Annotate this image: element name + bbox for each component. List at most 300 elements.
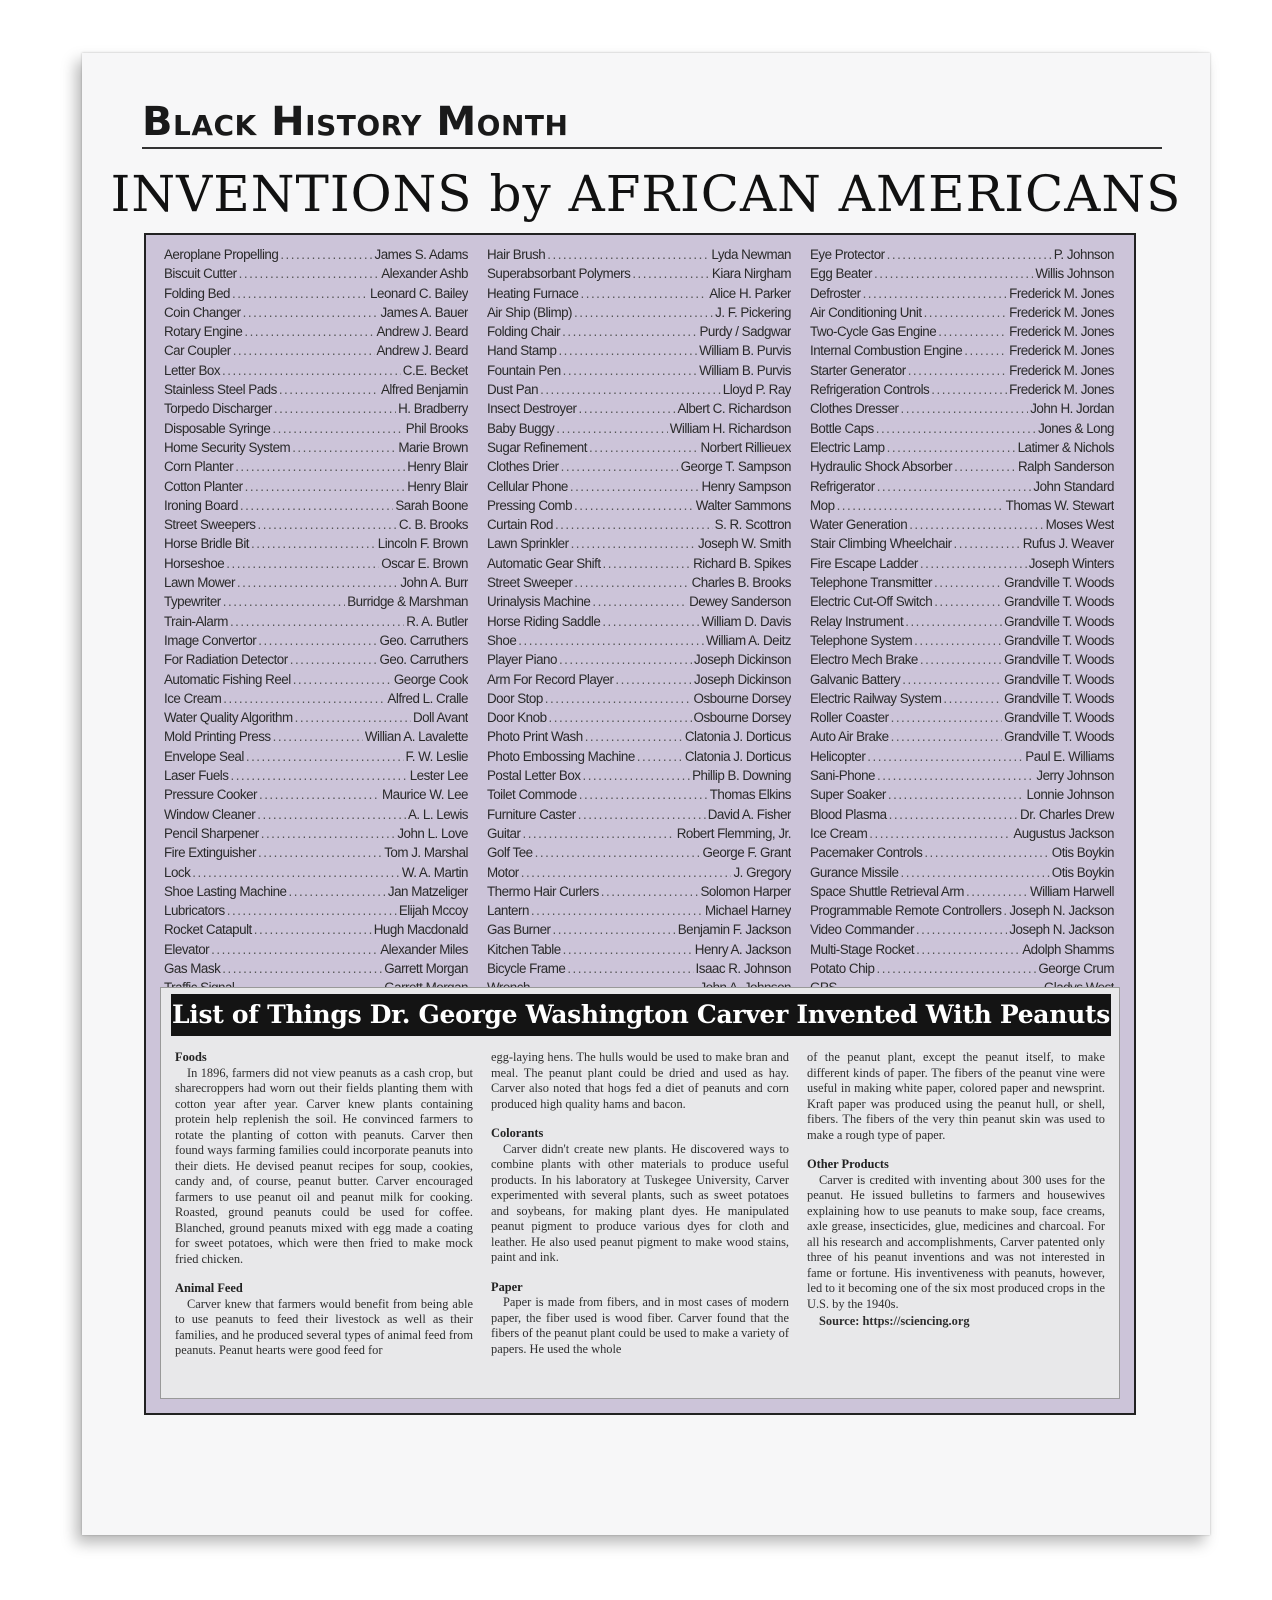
invention-name: Insect Destroyer (487, 401, 577, 417)
dot-leader (905, 612, 1002, 631)
invention-entry (810, 747, 1114, 766)
invention-entry (487, 631, 791, 650)
dot-leader (869, 824, 1011, 843)
invention-entry (487, 785, 791, 804)
invention-name: Lubricators (164, 903, 225, 919)
invention-entry (810, 631, 1114, 650)
dot-leader (592, 592, 687, 611)
dot-leader (914, 631, 1002, 650)
dot-leader (877, 477, 1032, 496)
inventor-name: Phillip B. Downing (692, 768, 791, 784)
invention-name: Starter Generator (810, 362, 906, 378)
invention-name: Blood Plasma (810, 806, 887, 822)
invention-name: Roller Coaster (810, 710, 889, 726)
dot-leader (237, 573, 398, 592)
invention-entry (810, 727, 1114, 746)
invention-entry (487, 438, 791, 457)
dot-leader (943, 689, 1002, 708)
invention-name: Water Quality Algorithm (164, 710, 293, 726)
invention-entry (487, 863, 791, 882)
invention-entry (810, 322, 1114, 341)
inventor-name: Joseph N. Jackson (1009, 922, 1114, 938)
foods-text: In 1896, farmers did not view peanuts as a cash crop, but sharecroppers had worn out their fields planting them with cotton year after year. Carver knew plants containing protein help replenish the soil. He convinced farmers to rotate the planting of cotton with peanuts. Carver then found ways farming families could incorporate peanuts into their diets. He devised peanut recipes for soup, cookies, candy and, of course, peanut butter. Carver encouraged farmers to use peanut oil and peanut milk for cooking. Roasted, ground peanuts could be used for coffee. Blanched, ground peanuts mixed with egg made a coating for sweet potatoes, which were then fried to make mock fried chicken. (175, 1065, 473, 1266)
dot-leader (615, 670, 692, 689)
invention-entry (487, 303, 791, 322)
inventor-name: P. Johnson (1053, 247, 1114, 262)
invention-entry (164, 747, 468, 766)
dot-leader (574, 303, 713, 322)
invention-entry (810, 670, 1114, 689)
inventor-name: William B. Purvis (699, 343, 791, 359)
invention-name: Kitchen Table (487, 941, 561, 957)
invention-name: Lawn Mower (164, 575, 235, 591)
invention-name: Super Soaker (810, 787, 886, 803)
inventor-name: A. L. Lewis (408, 806, 468, 822)
dot-leader (243, 303, 379, 322)
invention-entry (164, 322, 468, 341)
dot-leader (279, 380, 379, 399)
invention-name: Photo Embossing Machine (487, 748, 635, 764)
inventor-name: H. Bradberry (398, 401, 468, 417)
invention-entry (810, 380, 1114, 399)
invention-entry (487, 477, 791, 496)
dot-leader (559, 650, 692, 669)
dot-leader (920, 554, 1027, 573)
invention-name: Refrigerator (810, 478, 875, 494)
inventor-name: Clatonia J. Dorticus (684, 729, 791, 745)
invention-name: Air Conditioning Unit (810, 304, 922, 320)
invention-name: Clothes Drier (487, 459, 559, 475)
inventor-name: William D. Davis (701, 613, 791, 629)
dot-leader (877, 766, 1034, 785)
inventor-name: Charles B. Brooks (691, 575, 791, 591)
invention-entry (487, 245, 791, 264)
dot-leader (901, 399, 1029, 418)
dot-leader (273, 727, 363, 746)
invention-entry (487, 361, 791, 380)
invention-entry (487, 727, 791, 746)
invention-entry (487, 843, 791, 862)
dot-leader (562, 322, 697, 341)
invention-name: Fire Extinguisher (164, 845, 256, 861)
invention-entry (487, 264, 791, 283)
invention-name: Air Ship (Blimp) (487, 304, 573, 320)
dot-leader (259, 785, 380, 804)
inventor-name: Alfred L. Cralle (387, 690, 468, 706)
inventor-name: Lincoln F. Brown (377, 536, 468, 552)
invention-name: Torpedo Discharger (164, 401, 272, 417)
inventor-name: Hugh Macdonald (373, 922, 468, 938)
invention-entry (810, 245, 1114, 264)
invention-name: Multi-Stage Rocket (810, 941, 915, 957)
inventor-name: Frederick M. Jones (1009, 324, 1114, 340)
invention-name: Curtain Rod (487, 517, 553, 533)
inventor-name: Thomas Elkins (709, 787, 791, 803)
header (142, 95, 1162, 149)
invention-name: Gas Burner (487, 922, 551, 938)
invention-name: Hydraulic Shock Absorber (810, 459, 953, 475)
inventor-name: F. W. Leslie (405, 748, 468, 764)
invention-entry (164, 496, 468, 515)
dot-leader (547, 245, 709, 264)
inventor-name: Isaac R. Johnson (695, 960, 791, 976)
invention-entry (164, 303, 468, 322)
dot-leader (966, 882, 1028, 901)
invention-entry (487, 901, 791, 920)
inventor-name: Michael Harney (704, 903, 791, 919)
dot-leader (637, 747, 683, 766)
inventor-name: Andrew J. Beard (376, 324, 468, 340)
dot-leader (908, 361, 1007, 380)
inventor-name: C.E. Becket (402, 362, 468, 378)
invention-entry (164, 708, 468, 727)
invention-entry (164, 554, 468, 573)
invention-entry (164, 650, 468, 669)
dot-leader (874, 264, 1033, 283)
invention-entry (487, 573, 791, 592)
invention-name: Galvanic Battery (810, 671, 901, 687)
invention-name: Biscuit Cutter (164, 266, 237, 282)
dot-leader (574, 496, 694, 515)
invention-entry (164, 920, 468, 939)
inventor-name: Frederick M. Jones (1009, 362, 1114, 378)
invention-entry (164, 264, 468, 283)
invention-entry (810, 303, 1114, 322)
inventor-name: Joseph Dickinson (694, 652, 791, 668)
dot-leader (887, 245, 1052, 264)
dot-leader (293, 670, 392, 689)
dot-leader (889, 805, 1018, 824)
inventor-name: William Harwell (1029, 883, 1114, 899)
invention-entry (487, 284, 791, 303)
inventions-column-2 (487, 245, 791, 998)
dot-leader (938, 322, 1007, 341)
dot-leader (876, 419, 1036, 438)
invention-name: Mold Printing Press (164, 729, 271, 745)
dot-leader (909, 515, 1043, 534)
inventor-name: Alfred Benjamin (380, 382, 468, 398)
dot-leader (891, 708, 1003, 727)
invention-name: Lock (164, 864, 191, 880)
dot-leader (246, 747, 404, 766)
invention-entry (164, 438, 468, 457)
invention-entry (810, 940, 1114, 959)
dot-leader (901, 863, 1050, 882)
invention-entry (164, 361, 468, 380)
invention-name: Arm For Record Player (487, 671, 614, 687)
dot-leader (571, 534, 696, 553)
invention-entry (810, 284, 1114, 303)
invention-entry (810, 554, 1114, 573)
inventor-name: Osbourne Dorsey (693, 690, 791, 706)
dot-leader (244, 322, 374, 341)
invention-name: Gurance Missile (810, 864, 899, 880)
invention-entry (164, 284, 468, 303)
paper-text: Paper is made from fibers, and in most cases of modern paper, the fiber used is wood fiber. Carver found that the fibers of the peanut plant could be used to make a variety of papers. He used the whole (491, 1295, 789, 1356)
invention-entry (164, 670, 468, 689)
inventor-name: Grandville T. Woods (1004, 671, 1114, 687)
dot-leader (867, 747, 1023, 766)
invention-name: Potato Chip (810, 960, 875, 976)
inventor-name: R. A. Butler (406, 613, 468, 629)
inventor-name: Joseph W. Smith (698, 536, 791, 552)
dot-leader (555, 515, 713, 534)
carver-column-3 (807, 1050, 1105, 1373)
dot-leader (521, 863, 732, 882)
inventor-name: Ralph Sanderson (1018, 459, 1114, 475)
invention-name: Heating Furnace (487, 285, 579, 301)
invention-name: Photo Print Wash (487, 729, 583, 745)
invention-name: Telephone System (810, 632, 913, 648)
inventions-column-1 (164, 245, 468, 998)
poster-sheet (82, 53, 1210, 1535)
inventor-name: Frederick M. Jones (1009, 304, 1114, 320)
invention-entry (810, 457, 1114, 476)
invention-name: Street Sweepers (164, 517, 256, 533)
invention-name: Postal Letter Box (487, 768, 581, 784)
inventor-name: Otis Boykin (1051, 864, 1114, 880)
dot-leader (230, 612, 404, 631)
inventor-name: Robert Flemming, Jr. (676, 825, 791, 841)
inventor-name: Walter Sammons (695, 497, 791, 513)
invention-name: Door Stop (487, 690, 543, 706)
inventor-name: Henry Sampson (701, 478, 791, 494)
dot-leader (258, 515, 397, 534)
invention-name: Folding Bed (164, 285, 230, 301)
invention-entry (810, 438, 1114, 457)
inventor-name: John A. Burr (400, 575, 468, 591)
invention-entry (164, 766, 468, 785)
main-title: INVENTIONS by AFRICAN AMERICANS (110, 165, 1182, 223)
dot-leader (581, 284, 708, 303)
invention-entry (487, 496, 791, 515)
inventor-name: Frederick M. Jones (1009, 285, 1114, 301)
invention-entry (810, 824, 1114, 843)
invention-name: Image Convertor (164, 632, 257, 648)
inventor-name: Albert C. Richardson (677, 401, 791, 417)
invention-name: Guitar (487, 825, 521, 841)
invention-entry (810, 650, 1114, 669)
inventor-name: Leonard C. Bailey (370, 285, 468, 301)
invention-entry (810, 341, 1114, 360)
invention-name: Baby Buggy (487, 420, 555, 436)
invention-name: Ice Cream (810, 825, 868, 841)
dot-leader (916, 940, 1020, 959)
invention-entry (810, 534, 1114, 553)
invention-name: Aeroplane Propelling (164, 247, 279, 262)
dot-leader (549, 708, 692, 727)
invention-name: Bicycle Frame (487, 960, 566, 976)
invention-name: Automatic Fishing Reel (164, 671, 291, 687)
invention-entry (487, 515, 791, 534)
dot-leader (578, 805, 706, 824)
invention-entry (164, 843, 468, 862)
dot-leader (601, 882, 699, 901)
dot-leader (570, 477, 700, 496)
invention-name: Superabsorbant Polymers (487, 266, 631, 282)
dot-leader (934, 573, 1002, 592)
inventor-name: George F. Grant (702, 845, 791, 861)
inventor-name: Augustus Jackson (1013, 825, 1114, 841)
inventor-name: Willis Johnson (1035, 266, 1114, 282)
inventor-name: Richard B. Spikes (693, 555, 791, 571)
animal-feed-text-continued: egg-laying hens. The hulls would be used to make bran and meal. The peanut plant could be dried and used as hay. Carver also noted that hogs fed a diet of peanuts and corn produced high quality hams and bacon. (491, 1050, 789, 1111)
invention-name: Cellular Phone (487, 478, 568, 494)
invention-name: Pacemaker Controls (810, 845, 923, 861)
inventor-name: Grandville T. Woods (1004, 575, 1114, 591)
invention-name: Hand Stamp (487, 343, 557, 359)
dot-leader (582, 766, 690, 785)
invention-name: Letter Box (164, 362, 221, 378)
source-citation: Source: https://sciencing.org (819, 1314, 970, 1328)
carver-column-2 (491, 1050, 789, 1373)
inventor-name: William B. Purvis (699, 362, 791, 378)
inventor-name: Solomon Harper (700, 883, 791, 899)
invention-name: Horse Bridle Bit (164, 536, 250, 552)
inventor-name: John Standard (1033, 478, 1114, 494)
inventor-name: Clatonia J. Dorticus (684, 748, 791, 764)
invention-entry (164, 573, 468, 592)
dot-leader (902, 670, 1002, 689)
invention-entry (487, 689, 791, 708)
dot-leader (531, 901, 703, 920)
invention-entry (810, 592, 1114, 611)
invention-name: Corn Planter (164, 459, 234, 475)
inventor-name: John H. Jordan (1030, 401, 1114, 417)
invention-entry (487, 959, 791, 978)
inventor-name: Paul E. Williams (1025, 748, 1114, 764)
invention-entry (164, 515, 468, 534)
invention-entry (164, 419, 468, 438)
invention-name: Programmable Remote Controllers (810, 903, 1002, 919)
invention-name: Stainless Steel Pads (164, 382, 277, 398)
dot-leader (222, 361, 401, 380)
inventor-name: Moses West (1045, 517, 1114, 533)
colorants-text: Carver didn't create new plants. He discovered ways to combine plants with other materials to produce useful products. In his laboratory at Tuskegee University, Carver experimented with several plants, such as sweet potatoes and soybeans, for making plant dyes. He manipulated peanut pigment to produce various dyes for cloth and leather. He also used peanut pigment to make wood stains, paint and ink. (491, 1141, 789, 1264)
invention-entry (487, 670, 791, 689)
dot-leader (295, 708, 411, 727)
invention-name: Pressing Comb (487, 497, 573, 513)
invention-entry (164, 882, 468, 901)
invention-name: Player Piano (487, 652, 557, 668)
dot-leader (556, 419, 668, 438)
inventor-name: George T. Sampson (680, 459, 791, 475)
dot-leader (920, 650, 1002, 669)
dot-leader (254, 920, 372, 939)
dot-leader (887, 438, 1016, 457)
invention-entry (164, 863, 468, 882)
dot-leader (233, 341, 375, 360)
inventor-name: Purdy / Sadgwar (699, 324, 791, 340)
invention-entry (810, 477, 1114, 496)
dot-leader (579, 399, 676, 418)
invention-name: Door Knob (487, 710, 547, 726)
other-products-text: Carver is credited with inventing about 300 uses for the peanut. He issued bulletins to farmers and housewives explaining how to use peanuts to make soup, face creams, axle grease, insecticides, glue, medicines and charcoal. For all his research and accomplishments, Carver patented only three of his peanut inventions and was not interested in fame or fortune. His inventiveness with peanuts, however, led to it becoming one of the six most produced crops in the U.S. by the 1940s. (807, 1172, 1105, 1311)
invention-name: Helicopter (810, 748, 866, 764)
dot-leader (227, 901, 397, 920)
inventor-name: Frederick M. Jones (1009, 343, 1114, 359)
invention-name: Folding Chair (487, 324, 561, 340)
inventor-name: Dewey Sanderson (689, 594, 791, 610)
inventor-name: Rufus J. Weaver (1022, 536, 1114, 552)
invention-name: Disposable Syringe (164, 420, 271, 436)
invention-entry (487, 824, 791, 843)
invention-name: Refrigeration Controls (810, 382, 930, 398)
inventor-name: Alexander Miles (380, 941, 468, 957)
inventor-name: Jerry Johnson (1036, 768, 1114, 784)
invention-entry (810, 785, 1114, 804)
inventor-name: S. R. Scottron (714, 517, 791, 533)
dot-leader (574, 573, 689, 592)
inventor-name: William A. Deitz (705, 632, 791, 648)
inventor-name: Dr. Charles Drew (1020, 806, 1114, 822)
dot-leader (924, 303, 1008, 322)
invention-name: Toilet Commode (487, 787, 577, 803)
inventions-column-3 (810, 245, 1114, 998)
invention-entry (487, 747, 791, 766)
dot-leader (211, 940, 378, 959)
dot-leader (192, 863, 400, 882)
invention-entry (810, 766, 1114, 785)
inventor-name: Joseph N. Jackson (1009, 903, 1114, 919)
invention-name: Golf Tee (487, 845, 533, 861)
invention-entry (810, 959, 1114, 978)
invention-name: Motor (487, 864, 519, 880)
invention-name: Electric Cut-Off Switch (810, 594, 933, 610)
inventor-name: William H. Richardson (669, 420, 791, 436)
dot-leader (632, 264, 710, 283)
inventor-name: Grandville T. Woods (1004, 710, 1114, 726)
dot-leader (545, 689, 692, 708)
dot-leader (585, 727, 683, 746)
dot-leader (226, 554, 379, 573)
invention-name: Dust Pan (487, 382, 539, 398)
invention-name: Telephone Transmitter (810, 575, 932, 591)
invention-name: Window Cleaner (164, 806, 256, 822)
invention-name: Horse Riding Saddle (487, 613, 601, 629)
dot-leader (258, 631, 377, 650)
invention-name: Lawn Sprinkler (487, 536, 569, 552)
inventor-name: John L. Love (397, 825, 468, 841)
dot-leader (230, 766, 407, 785)
dot-leader (837, 496, 1004, 515)
invention-name: Horseshoe (164, 555, 225, 571)
carver-column-1 (175, 1050, 473, 1373)
dot-leader (1003, 901, 1007, 920)
inventions-columns (164, 245, 1114, 998)
invention-entry (810, 573, 1114, 592)
dot-leader (292, 438, 396, 457)
invention-entry (810, 612, 1114, 631)
invention-name: Sani-Phone (810, 768, 875, 784)
invention-entry (487, 399, 791, 418)
invention-name: Rotary Engine (164, 324, 243, 340)
colorants-heading: Colorants (491, 1126, 544, 1140)
invention-name: Furniture Caster (487, 806, 576, 822)
invention-name: Video Commander (810, 922, 914, 938)
invention-entry (487, 766, 791, 785)
invention-entry (164, 612, 468, 631)
inventor-name: Lester Lee (409, 768, 468, 784)
invention-name: Stair Climbing Wheelchair (810, 536, 952, 552)
inventor-name: Grandville T. Woods (1004, 690, 1114, 706)
dot-leader (552, 920, 675, 939)
inventor-name: Grandville T. Woods (1004, 613, 1114, 629)
dot-leader (567, 959, 693, 978)
dot-leader (579, 785, 708, 804)
invention-entry (810, 901, 1114, 920)
dot-leader (289, 882, 386, 901)
